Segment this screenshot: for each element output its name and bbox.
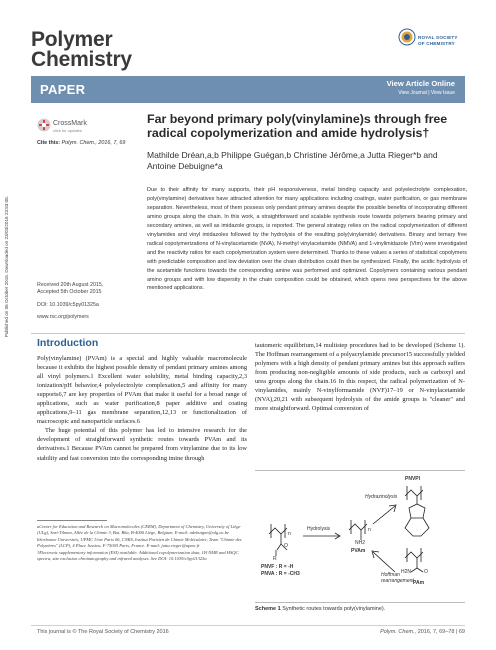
scheme-1-figure: [255, 472, 465, 600]
footnote-affiliation-b: bSorbonne Universités, UPMC Univ Paris 06, CNRS, Institut Parisien de Chimie Moléculaire, Team "Chimie des Polymères" (LCP), 4 Place Jussieu, F-75005 Paris, France. E-mail: jutta.rieger@upmc.fr: [37, 537, 242, 549]
footer-journal: Polym. Chem.,: [380, 629, 417, 635]
article-type-banner: [31, 76, 465, 103]
crossmark-sub: click for updates: [53, 128, 82, 133]
scheme-label-o2: O: [424, 569, 428, 575]
scheme-top-rule: [255, 470, 465, 471]
crossmark-icon: [37, 118, 51, 132]
cite-label: Cite this:: [37, 140, 61, 146]
scheme-label-pam: PAm: [413, 580, 425, 586]
intro-right-column: [255, 341, 465, 413]
scheme-label-hydrazinolysis: Hydrazinolysis: [365, 494, 398, 500]
crossmark-badge[interactable]: [37, 116, 97, 134]
citation: [37, 140, 125, 146]
rsc-logo-text: ROYAL SOCIETY OF CHEMISTRY: [418, 35, 458, 46]
view-links: [387, 79, 455, 97]
footnote-esi: †Electronic supplementary information (ESI) available: Additional copolymerization data, 1H NMR and HSQC spectra, size exclusion chromatography and infrared analyses. See DOI: 10.1039/c5py01325a: [37, 550, 239, 562]
scheme-label-pnva: PNVA : R = -CH3: [261, 571, 300, 577]
scheme-label-nh2: NH2: [355, 540, 366, 546]
scheme-label-hoffman: Hoffman rearrangement: [381, 572, 414, 584]
article-history: [37, 282, 137, 322]
article-type-label: PAPER: [40, 82, 86, 97]
scheme-label-pvam: PVAm: [351, 548, 366, 554]
doi: DOI: 10.1039/c5py01325a: [37, 301, 99, 308]
scheme-label-n2: n: [368, 527, 371, 533]
article-title: Far beyond primary poly(vinylamine)s through free radical copolymerization and amide hydrolysis†: [147, 112, 448, 140]
cite-ref: Polym. Chem., 2016, 7, 69: [61, 140, 126, 146]
view-journal-issue-link[interactable]: View Journal | View Issue: [398, 90, 455, 96]
journal-title: Polymer Chemistry: [31, 28, 132, 71]
footer-pages: 2016, 7, 69–78 | 69: [417, 629, 465, 635]
rsc-emblem-icon: [398, 28, 416, 46]
scheme-label-h2n: H2N: [401, 569, 412, 575]
intro-paragraph-1: Poly(vinylamine) (PVAm) is a special and highly valuable macromolecule because it exhibits the highest possible density of pendant primary amines among all vinyl polymers.1 Excellent water solubility, metal binding capacity,2,3 ionization/pH behavior,4 polyelectrolyte complexation,5 and affinity for many supports6,7 are key properties of PVAm that make it useful for a broad range of applications, such as water purification,8 paper additive and coating applications,9–11 gas membrane separation,12,13 or functionalization of macroscopic and nanoparticle surfaces.6: [37, 355, 247, 426]
scheme-drawing: [255, 472, 465, 600]
scheme-label-n1: n: [288, 531, 291, 537]
scheme-caption-label: Scheme 1: [255, 606, 281, 612]
scheme-caption: [255, 606, 385, 612]
published-side-note-text: Published on 06 October 2015. Downloaded on 23/03/2016 23:53:08.: [4, 196, 9, 338]
journal-url[interactable]: www.rsc.org/polymers: [37, 314, 89, 321]
scheme-label-o: O: [284, 543, 288, 549]
scheme-label-pnvf: PNVF : R = -H: [261, 564, 294, 570]
footer-rule: [31, 625, 465, 626]
rsc-logo: [398, 24, 470, 68]
received-date: Received 20th August 2015,: [37, 282, 104, 288]
section-heading-introduction: Introduction: [37, 337, 99, 349]
footnote-divider: [37, 520, 107, 521]
view-article-online-link[interactable]: View Article Online: [386, 79, 455, 88]
abstract: Due to their affinity for many supports, their pH responsiveness, metal binding capacity and polyelectrolyte complexation, poly(vinylamine) derivatives have attracted attention for many applications including coatings, water purification, or gas membrane separation. Nevertheless, most of them possess only pendant primary amines despite the possible benefits of incorporating different amino groups along the chain. In this work, a straightforward and scalable synthesis route towards polymers bearing primary and secondary amines, as well as imidazole groups, is reported. The general strategy relies on the radical copolymerization of different vinylamides and vinyl imidazoles followed by the hydrolysis of the resulting poly(vinylamide) derivatives. Binary and ternary free radical copolymerizations of N-vinylacetamide (NVA), N-methyl vinylacetamide (NMVA) and 1-vinylimidazole (VIm) were investigated and the reactivity ratios for each copolymerization system were determined. Thanks to these values a series of statistical copolymers with predictable composition and low deviation over the chain distribution could then be synthesized. Finally, the acidic hydrolysis of the acetamide functions towards the corresponding amine was performed and optimized. Copolymers containing various pendant amino groups and with low dispersity in the chain composition could be obtained, which opens new perspectives for the above mentioned applications.: [147, 187, 467, 292]
footnotes: [37, 524, 247, 563]
footnote-affiliation-a: aCenter for Education and Research on Macromolecules (CERM), Department of Chemistry, University of Liège (ULg), Sart-Tilman, Allée de la Chimie 3, Bat. B6a, B-4000 Liège, Belgium. E-mail: adebuigne@ulg.ac.be: [37, 524, 241, 536]
intro-paragraph-2: The huge potential of this polymer has led to intensive research for the development of straightforward synthetic routes towards PVAm and its derivatives.1 Because PVAm cannot be prepared from vinylamine due to its low stability and fast conversion into the corresponding imine through: [37, 427, 247, 462]
author-list: Mathilde Dréan,a,b Philippe Guégan,b Christine Jérôme,a Jutta Rieger*b and Antoine Debuigne*a: [147, 150, 438, 171]
scheme-caption-text: Synthetic routes towards poly(vinylamine).: [282, 606, 386, 612]
scheme-label-pnvpi: PNVPI: [405, 476, 421, 482]
intro-left-column: [37, 354, 247, 463]
section-divider: [31, 333, 465, 334]
accepted-date: Accepted 5th October 2015: [37, 289, 102, 296]
footer-page-info: [380, 629, 465, 635]
intro-paragraph-3: tautomeric equilibrium,14 multistep procedures had to be developed (Scheme 1). The Hoffman rearrangement of a polyacrylamide precursor15 successfully yielded polymers with a high density of pendant primary amines but this approach suffers from producing non-negligible amounts of side products, such as carboxyl and urea groups along the chain.16 In this respect, the radical polymerization of N-vinylamides, mainly N-vinylformamide (NVF)17–19 or N-vinylacetamide (NVA),20,21 with subsequent hydrolysis of the amide groups is "cleaner" and more straightforward. Optimal conversion of: [255, 342, 465, 413]
scheme-label-hydrolysis: Hydrolysis: [307, 526, 331, 532]
footer-copyright: This journal is © The Royal Society of Chemistry 2016: [37, 629, 169, 635]
scheme-bottom-rule: [255, 602, 465, 603]
crossmark-label: CrossMark: [53, 120, 87, 127]
published-side-note: [4, 196, 14, 406]
scheme-label-r: R: [273, 556, 277, 562]
